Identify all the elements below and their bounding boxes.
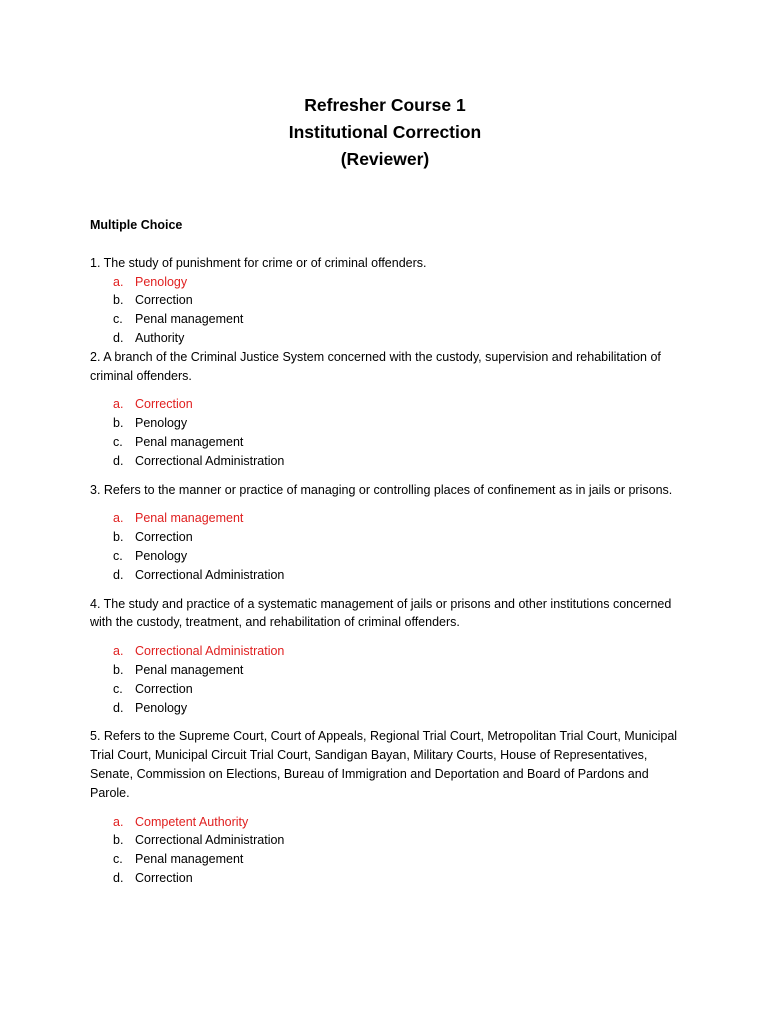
question-text: 5. Refers to the Supreme Court, Court of Appeals, Regional Trial Court, Metropolitan Trial Court, Municipal Trial Court, Municipal Circuit Trial Court, Sandigan Bayan, Military Courts, House of Representatives, Senate, Commission on Elections, Bureau of Immigration and Deportation and Board of Pardons and Parole. [90, 729, 678, 800]
option-b [90, 528, 680, 547]
option-letter: a. [113, 814, 124, 829]
document-title [90, 92, 680, 173]
question-3 [90, 481, 680, 585]
option-text: Penology [135, 416, 188, 431]
question-5 [90, 727, 680, 887]
option-a [90, 273, 680, 292]
option-letter: d. [113, 567, 124, 582]
option-letter: b. [113, 530, 124, 545]
option-text: Correctional Administration [135, 453, 285, 468]
option-d [90, 869, 680, 888]
question-1 [90, 254, 680, 348]
option-letter: b. [113, 833, 124, 848]
title-line-3: (Reviewer) [340, 149, 430, 169]
option-text: Correction [135, 293, 193, 308]
option-c [90, 547, 680, 566]
question-text: 1. The study of punishment for crime or of criminal offenders. [90, 255, 427, 270]
option-text: Correction [135, 870, 193, 885]
question-4 [90, 595, 680, 718]
option-letter: c. [113, 312, 123, 327]
title-line-2: Institutional Correction [288, 122, 482, 142]
option-d [90, 699, 680, 718]
option-letter: d. [113, 870, 124, 885]
option-letter: d. [113, 700, 124, 715]
option-letter: c. [113, 548, 123, 563]
option-letter: b. [113, 416, 124, 431]
option-d [90, 452, 680, 471]
option-b [90, 831, 680, 850]
option-a [90, 813, 680, 832]
question-text: 4. The study and practice of a systematic management of jails or prisons and other institutions concerned with the custody, treatment, and rehabilitation of criminal offenders. [90, 596, 672, 630]
option-b [90, 414, 680, 433]
option-text: Penology [135, 548, 188, 563]
option-c [90, 433, 680, 452]
option-d [90, 566, 680, 585]
option-text: Correction [135, 397, 193, 412]
option-letter: d. [113, 330, 124, 345]
option-c [90, 680, 680, 699]
option-text: Penology [135, 700, 188, 715]
option-text: Correctional Administration [135, 567, 285, 582]
option-list [90, 509, 680, 584]
option-text: Correctional Administration [135, 833, 285, 848]
option-letter: b. [113, 662, 124, 677]
option-text: Authority [135, 330, 185, 345]
question-text: 3. Refers to the manner or practice of managing or controlling places of confinement as in jails or prisons. [90, 482, 673, 497]
option-letter: a. [113, 397, 124, 412]
section-heading: Multiple Choice [90, 218, 183, 232]
option-d [90, 329, 680, 348]
option-text: Penal management [135, 511, 244, 526]
option-letter: a. [113, 644, 124, 659]
option-c [90, 850, 680, 869]
option-letter: d. [113, 453, 124, 468]
option-text: Penology [135, 274, 188, 289]
option-b [90, 661, 680, 680]
option-text: Penal management [135, 434, 244, 449]
question-text: 2. A branch of the Criminal Justice System concerned with the custody, supervision and rehabilitation of criminal offenders. [90, 349, 661, 383]
option-a [90, 642, 680, 661]
option-text: Correctional Administration [135, 644, 285, 659]
option-c [90, 310, 680, 329]
option-a [90, 509, 680, 528]
option-text: Penal management [135, 312, 244, 327]
option-letter: a. [113, 274, 124, 289]
question-2 [90, 348, 680, 471]
option-a [90, 395, 680, 414]
option-letter: c. [113, 681, 123, 696]
option-letter: a. [113, 511, 124, 526]
option-text: Correction [135, 530, 193, 545]
option-letter: c. [113, 434, 123, 449]
option-list [90, 395, 680, 470]
option-list [90, 273, 680, 348]
option-list [90, 813, 680, 888]
option-text: Competent Authority [135, 814, 249, 829]
option-b [90, 291, 680, 310]
option-text: Penal management [135, 662, 244, 677]
option-letter: b. [113, 293, 124, 308]
question-list [90, 254, 680, 888]
option-text: Correction [135, 681, 193, 696]
option-text: Penal management [135, 852, 244, 867]
option-list [90, 642, 680, 717]
option-letter: c. [113, 852, 123, 867]
title-line-1: Refresher Course 1 [304, 95, 466, 115]
